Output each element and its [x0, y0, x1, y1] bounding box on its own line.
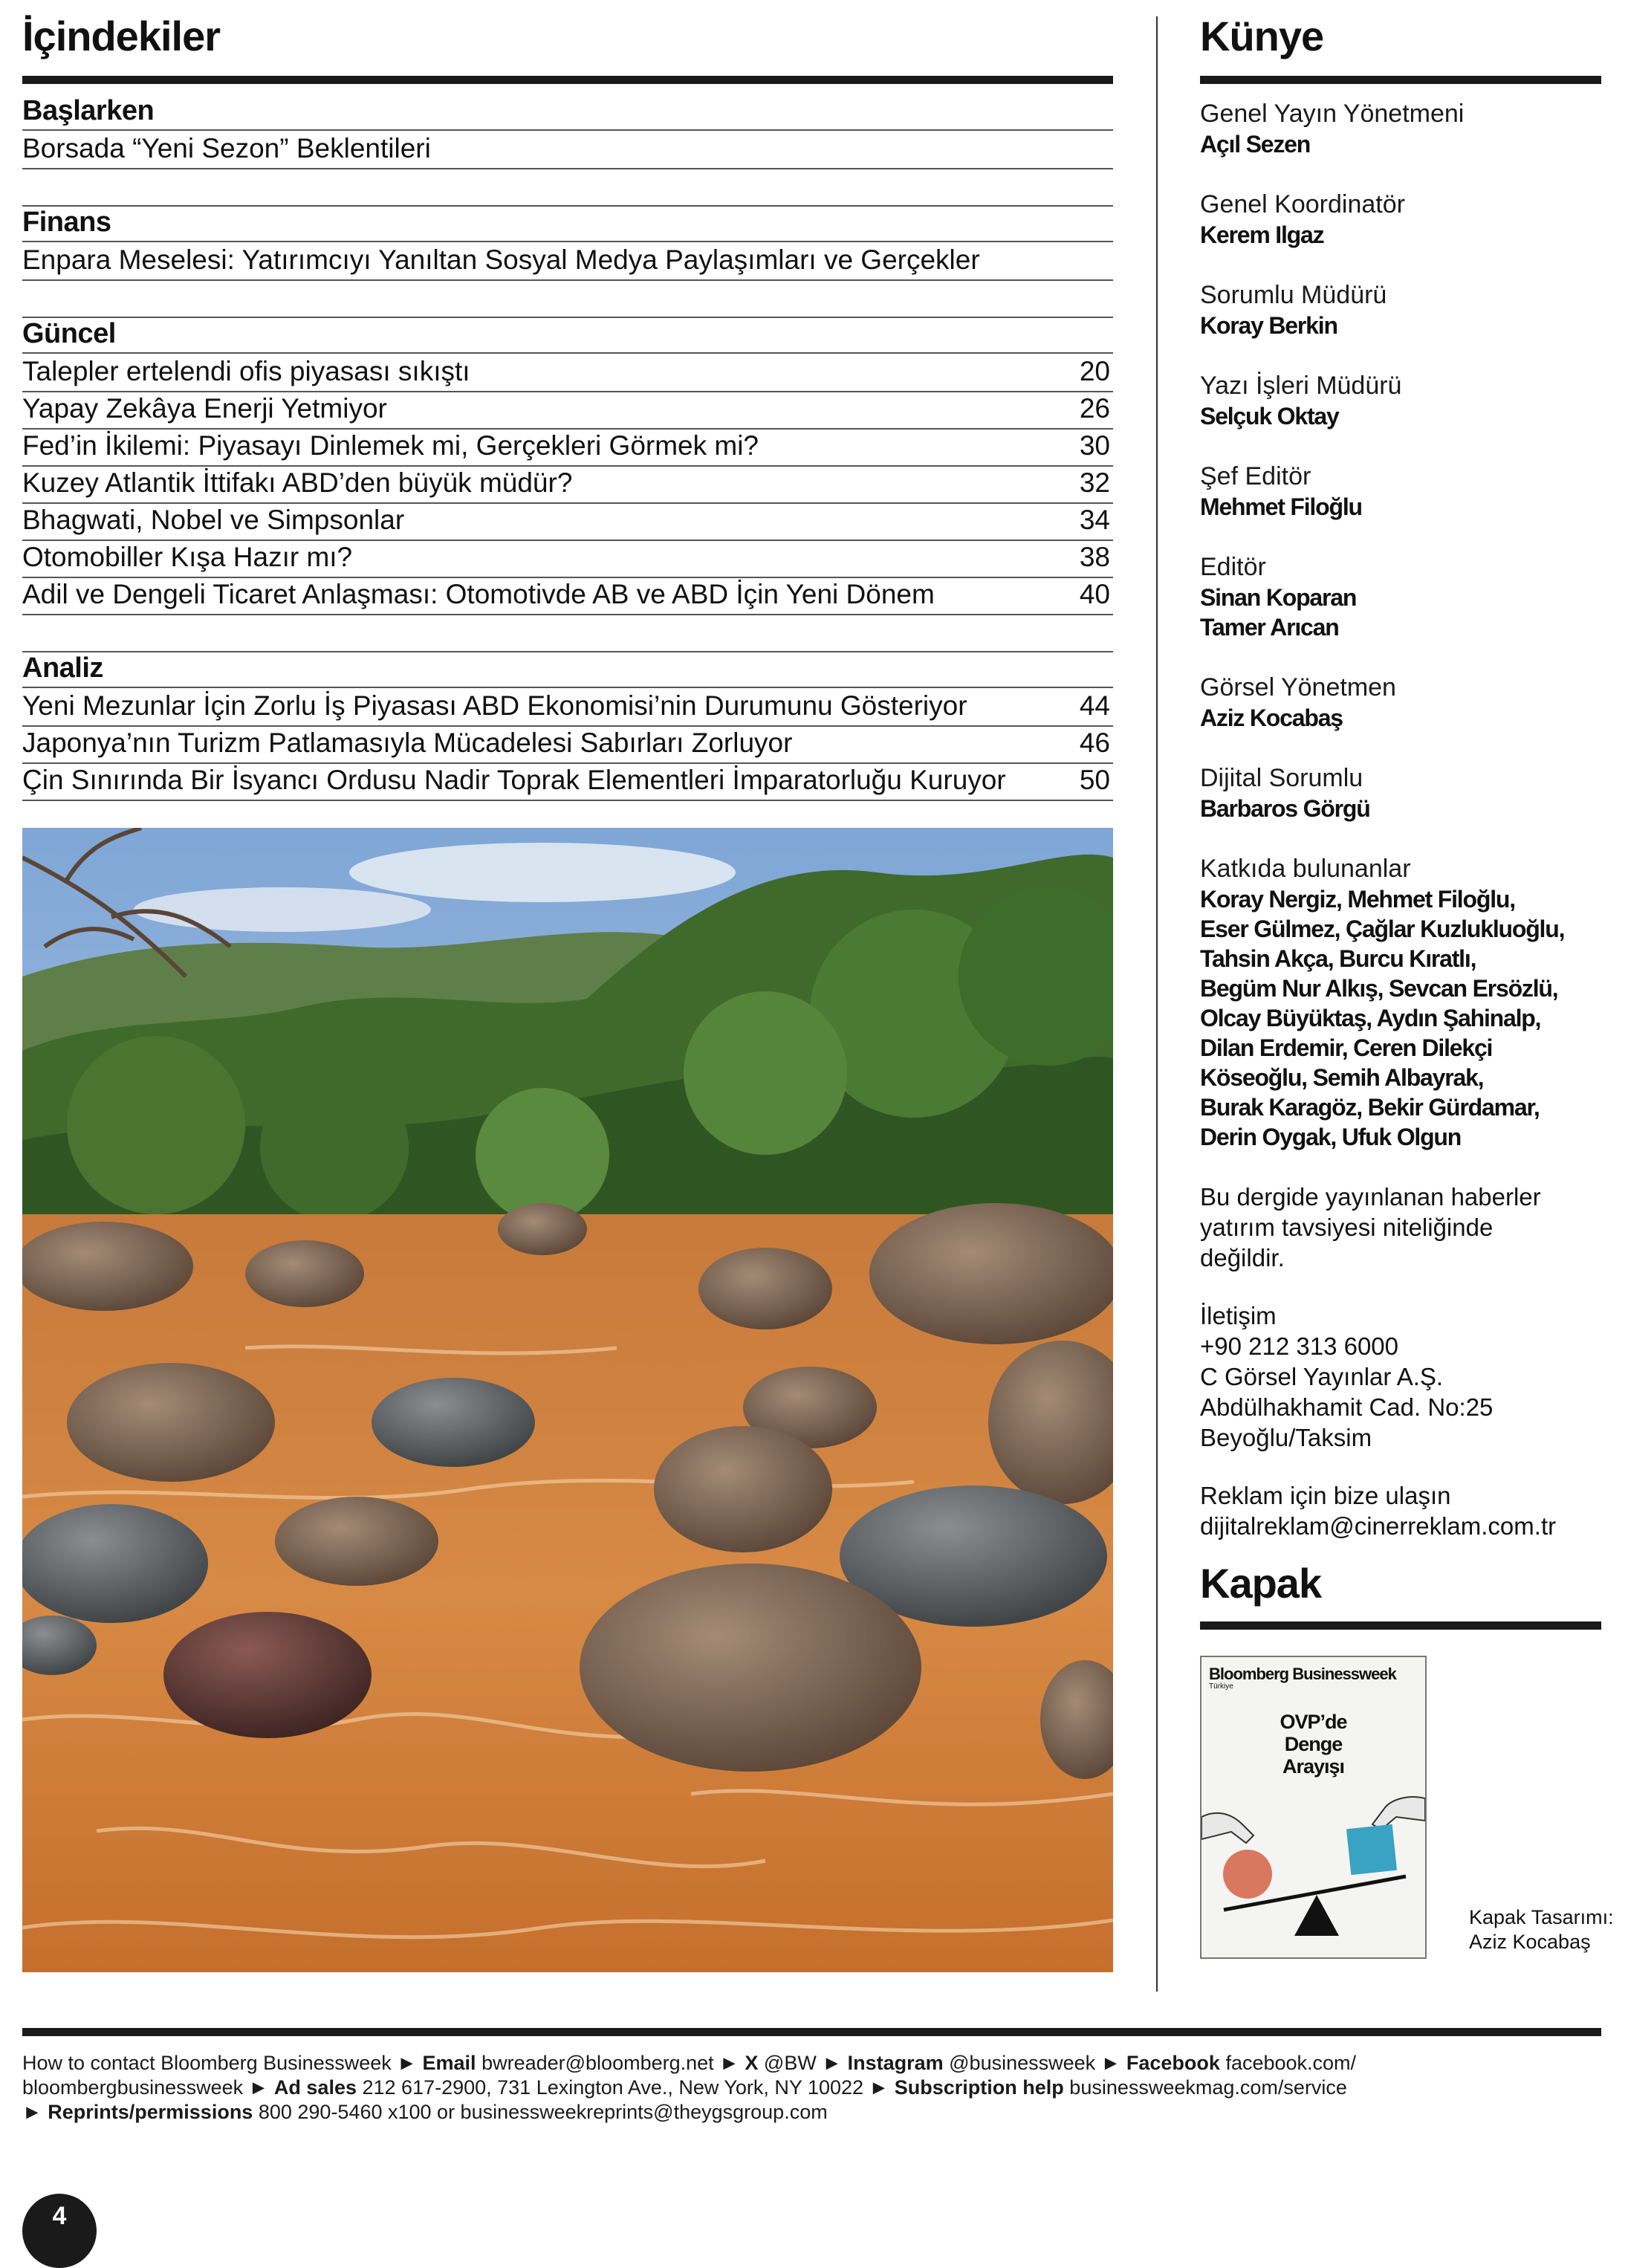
role-label: Dijital Sorumlu	[1200, 764, 1363, 792]
disclaimer-line: değildir.	[1200, 1244, 1285, 1271]
footer-label-x: X	[745, 2052, 759, 2074]
toc-item-title: Adil ve Dengeli Ticaret Anlaşması: Otomotivde AB ve ABD İçin Yeni Dönem	[22, 579, 935, 609]
contributor-line: Tahsin Akça, Burcu Kıratlı,	[1200, 945, 1476, 972]
toc-item[interactable]	[22, 688, 1113, 727]
cover-credit-name: Aziz Kocabaş	[1469, 1931, 1591, 1953]
footer-label-instagram: Instagram	[847, 2052, 944, 2074]
footer-line-1	[22, 2051, 1601, 2076]
toc-title-rule	[22, 76, 1113, 84]
cover-headline-line: Arayışı	[1282, 1755, 1345, 1778]
contact-block	[1200, 1300, 1493, 1453]
footer-line-2	[22, 2076, 1601, 2100]
page-number: 4	[22, 2194, 97, 2268]
toc-title: İçindekiler	[22, 13, 221, 59]
footer-text: How to contact Bloomberg Businessweek ►	[22, 2052, 417, 2074]
toc-item-title: Kuzey Atlantik İttifakı ABD’den büyük müdür?	[22, 467, 573, 498]
footer-label-ad-sales: Ad sales	[273, 2076, 357, 2099]
person-name: Sinan Koparan	[1200, 584, 1357, 611]
cover-sub: Türkiye	[1209, 1682, 1233, 1691]
cover-brand: Bloomberg Businessweek	[1209, 1665, 1396, 1683]
toc-item-title: Yapay Zekâya Enerji Yetmiyor	[22, 393, 387, 424]
role-label: Katkıda bulunanlar	[1200, 855, 1411, 883]
footer-facebook-url[interactable]: facebook.com/	[1225, 2052, 1357, 2074]
ads-email[interactable]: dijitalreklam@cinerreklam.com.tr	[1200, 1512, 1557, 1540]
contact-heading: İletişim	[1200, 1302, 1277, 1329]
toc-item-title: Otomobiller Kışa Hazır mı?	[22, 542, 353, 572]
toc-item-page: 34	[1079, 505, 1110, 535]
section-heading-guncel: Güncel	[22, 318, 116, 349]
footer-ad-sales-info: 212 617-2900, 731 Lexington Ave., New York, NY 10022 ►	[362, 2076, 889, 2099]
toc-item[interactable]	[22, 131, 1113, 169]
footer-label-reprints: Reprints/permissions	[48, 2101, 253, 2123]
toc-item[interactable]	[22, 391, 1113, 430]
contributor-line: Köseoğlu, Semih Albayrak,	[1200, 1064, 1484, 1091]
cover-title: Kapak	[1200, 1560, 1322, 1607]
masthead-title-rule	[1200, 76, 1601, 84]
role-label: Genel Koordinatör	[1200, 190, 1405, 218]
person-name: Barbaros Görgü	[1200, 795, 1370, 822]
footer-label-subscription: Subscription help	[894, 2076, 1064, 2099]
masthead-title: Künye	[1200, 13, 1324, 59]
footer-subscription-url[interactable]: businessweekmag.com/service	[1069, 2076, 1347, 2099]
footer-instagram-handle[interactable]: @businessweek ►	[949, 2052, 1121, 2074]
contact-footer	[22, 2051, 1601, 2125]
toc-item-title: Fed’in İkilemi: Piyasayı Dinlemek mi, Gerçekleri Görmek mi?	[22, 430, 759, 461]
toc-item[interactable]	[22, 540, 1113, 578]
toc-item-page: 40	[1079, 579, 1110, 609]
contact-district: Beyoğlu/Taksim	[1200, 1424, 1372, 1451]
section-heading-finans: Finans	[22, 207, 111, 238]
toc-item-page: 26	[1079, 393, 1110, 424]
contact-phone[interactable]: +90 212 313 6000	[1200, 1332, 1399, 1360]
toc-item-page: 20	[1079, 356, 1110, 386]
section-rule	[22, 317, 1113, 318]
footer-label-email: Email	[422, 2052, 476, 2074]
toc-item-title: Talepler ertelendi ofis piyasası sıkıştı	[22, 356, 470, 386]
toc-item[interactable]	[22, 577, 1113, 615]
toc-item-page: 50	[1079, 765, 1110, 795]
cover-headline-line: Denge	[1284, 1733, 1343, 1755]
footer-line-3	[22, 2100, 1601, 2125]
toc-item-page: 38	[1079, 542, 1110, 572]
footer-x-handle[interactable]: @BW ►	[763, 2052, 843, 2074]
role-label: Editör	[1200, 553, 1266, 581]
person-name: Selçuk Oktay	[1200, 403, 1339, 430]
person-name: Aziz Kocabaş	[1200, 704, 1343, 731]
toc-item-title: Çin Sınırında Bir İsyancı Ordusu Nadir Toprak Elementleri İmparatorluğu Kuruyor	[22, 765, 1006, 795]
disclaimer	[1200, 1182, 1541, 1273]
role-label: Şef Editör	[1200, 462, 1311, 490]
toc-item-title: Yeni Mezunlar İçin Zorlu İş Piyasası ABD Ekonomisi’nin Durumunu Gösteriyor	[22, 690, 967, 721]
footer-rule	[22, 2028, 1601, 2036]
toc-item-page: 30	[1079, 430, 1110, 461]
column-divider	[1156, 16, 1158, 1992]
cover-illustration	[1201, 1783, 1425, 1954]
cover-title-rule	[1200, 1621, 1601, 1630]
footer-reprints-info[interactable]: 800 290-5460 x100 or businessweekreprints@theygsgroup.com	[258, 2101, 828, 2123]
toc-item-page	[1110, 242, 1113, 279]
footer-arrow: ►	[22, 2101, 42, 2123]
toc-item-page: 46	[1079, 728, 1110, 758]
contributor-line: Begüm Nur Alkış, Sevcan Ersözlü,	[1200, 975, 1558, 1002]
toc-item[interactable]	[22, 428, 1113, 467]
role-label: Yazı İşleri Müdürü	[1200, 372, 1402, 400]
toc-item-title: Borsada “Yeni Sezon” Beklentileri	[22, 133, 431, 163]
contact-address: Abdülhakhamit Cad. No:25	[1200, 1393, 1494, 1421]
footer-email[interactable]: bwreader@bloomberg.net ►	[481, 2052, 739, 2074]
disclaimer-line: yatırım tavsiyesi niteliğinde	[1200, 1214, 1494, 1241]
toc-item-page: 44	[1079, 690, 1110, 721]
contributor-line: Olcay Büyüktaş, Aydın Şahinalp,	[1200, 1005, 1541, 1031]
contributor-line: Burak Karagöz, Bekir Gürdamar,	[1200, 1094, 1540, 1121]
footer-facebook-url-cont[interactable]: bloombergbusinessweek ►	[22, 2076, 269, 2099]
contributor-line: Eser Gülmez, Çağlar Kuzlukluoğlu,	[1200, 916, 1565, 942]
section-rule	[22, 205, 1113, 207]
toc-item[interactable]	[22, 354, 1113, 392]
cover-headline	[1201, 1711, 1425, 1778]
contributor-line: Derin Oygak, Ufuk Olgun	[1200, 1124, 1462, 1150]
role-label: Görsel Yönetmen	[1200, 673, 1396, 702]
toc-item-title: Bhagwati, Nobel ve Simpsonlar	[22, 505, 405, 535]
toc-item[interactable]	[22, 762, 1113, 801]
person-name: Kerem Ilgaz	[1200, 221, 1324, 248]
contributor-line: Dilan Erdemir, Ceren Dilekçi	[1200, 1034, 1493, 1061]
toc-item-page	[1110, 131, 1113, 168]
footer-label-facebook: Facebook	[1126, 2052, 1220, 2074]
role-label: Sorumlu Müdürü	[1200, 281, 1387, 309]
toc-item[interactable]	[22, 465, 1113, 504]
section-heading-analiz: Analiz	[22, 652, 103, 684]
toc-item[interactable]	[22, 502, 1113, 541]
toc-item-title: Japonya’nın Turizm Patlamasıyla Mücadelesi Sabırları Zorluyor	[22, 728, 793, 758]
toc-item[interactable]	[22, 242, 1113, 281]
section-rule	[22, 651, 1113, 652]
person-name: Açıl Sezen	[1200, 131, 1311, 158]
ads-heading: Reklam için bize ulaşın	[1200, 1482, 1451, 1509]
contact-company: C Görsel Yayınlar A.Ş.	[1200, 1363, 1444, 1390]
cover-credit-label: Kapak Tasarımı:	[1469, 1906, 1614, 1928]
person-name: Mehmet Filoğlu	[1200, 493, 1362, 520]
toc-item[interactable]	[22, 725, 1113, 764]
person-name: Tamer Arıcan	[1200, 614, 1339, 641]
toc-item-page: 32	[1079, 467, 1110, 498]
river-photo	[22, 828, 1113, 1972]
person-name: Koray Berkin	[1200, 312, 1337, 339]
section-heading-baslarken: Başlarken	[22, 95, 155, 126]
cover-credit	[1469, 1905, 1614, 1954]
cover-thumbnail[interactable]	[1200, 1656, 1427, 1959]
ads-block	[1200, 1480, 1556, 1541]
role-label: Genel Yayın Yönetmeni	[1200, 100, 1465, 128]
cover-headline-line: OVP’de	[1280, 1711, 1347, 1733]
contributor-line: Koray Nergiz, Mehmet Filoğlu,	[1200, 886, 1515, 913]
disclaimer-line: Bu dergide yayınlanan haberler	[1200, 1183, 1541, 1211]
toc-item-title: Enpara Meselesi: Yatırımcıyı Yanıltan Sosyal Medya Paylaşımları ve Gerçekler	[22, 244, 980, 275]
